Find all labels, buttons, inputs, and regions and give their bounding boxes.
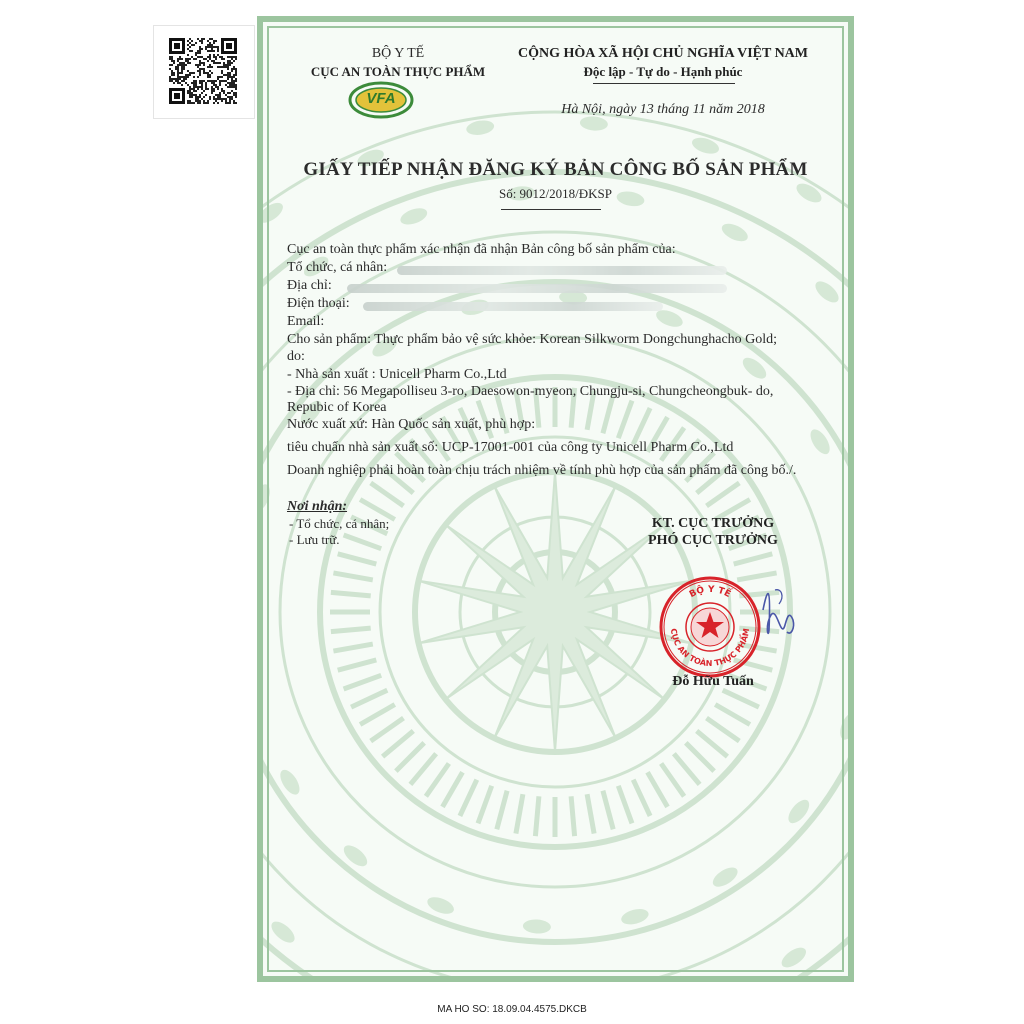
signer-role-1: KT. CỤC TRƯỞNG [651,516,775,531]
address-label: Địa chỉ: [287,278,332,293]
svg-text:BỘ Y TẾ [688,584,734,600]
manufacturer-line: - Nhà sản xuất : Unicell Pharm Co.,Ltd [287,367,507,382]
standard-line: tiêu chuẩn nhà sản xuất số: UCP-17001-001 của công ty Unicell Pharm Co.,Ltd [287,440,734,455]
national-motto: Độc lập - Tự do - Hạnh phúc [583,64,743,79]
recipient-item-1: - Tổ chức, cá nhân; [289,516,390,531]
signer-name: Đỗ Hữu Tuấn [672,674,754,689]
signer-role-2: PHÓ CỤC TRƯỞNG [648,533,778,548]
manufacturer-address-line-2: Repubic of Korea [287,400,387,415]
place-and-date: Hà Nội, ngày 13 tháng 11 năm 2018 [561,102,765,117]
ministry-name: BỘ Y TẾ [371,46,425,61]
vfa-logo [347,80,415,120]
redacted-organization [397,266,727,275]
recipient-item-2: - Lưu trữ. [289,532,340,547]
redacted-phone [363,302,663,311]
document-number: Số: 9012/2018/ĐKSP [498,186,613,201]
dossier-code: MA HO SO: 18.09.04.4575.DKCB [437,1004,587,1015]
phone-label: Điện thoại: [287,296,350,311]
email-label: Email: [287,314,325,329]
origin-line: Nước xuất xứ: Hàn Quốc sản xuất, phù hợp: [287,417,536,432]
organization-label: Tổ chức, cá nhân: [287,260,388,275]
title-underline [501,209,601,210]
document-title: GIẤY TIẾP NHẬN ĐĂNG KÝ BẢN CÔNG BỐ SẢN PHẨM [303,159,808,180]
handwritten-signature [741,570,811,650]
certificate [257,16,854,982]
responsibility-line: Doanh nghiệp phải hoàn toàn chịu trách nhiệm về tính phù hợp của sản phẩm đã công bố./. [287,463,797,478]
recipients-label: Nơi nhận: [287,499,348,514]
product-line: Cho sản phẩm: Thực phẩm bảo vệ sức khỏe: Korean Silkworm Dongchunghacho Gold; [287,332,778,347]
intro-text: Cục an toàn thực phẩm xác nhận đã nhận Bản công bố sản phẩm của: [287,242,676,257]
qr-code-icon [169,38,237,104]
country-name: CỘNG HÒA XÃ HỘI CHỦ NGHĨA VIỆT NAM [517,46,808,61]
redacted-address [347,284,727,293]
vfa-logo-text: VFA [366,90,396,107]
manufacturer-address-line-1: - Địa chỉ: 56 Megapolliseu 3-ro, Daesowon-myeon, Chungju-si, Chungcheongbuk- do, [287,384,774,399]
agency-name: CỤC AN TOÀN THỰC PHẨM [310,64,486,79]
stamp-top-text: BỘ Y TẾ [687,584,733,601]
motto-underline [593,83,735,84]
do-line: do: [287,349,305,364]
qr-code-box [153,25,255,119]
stamp-bottom-text: CỤC AN TOÀN THỰC PHẨM [668,627,752,669]
